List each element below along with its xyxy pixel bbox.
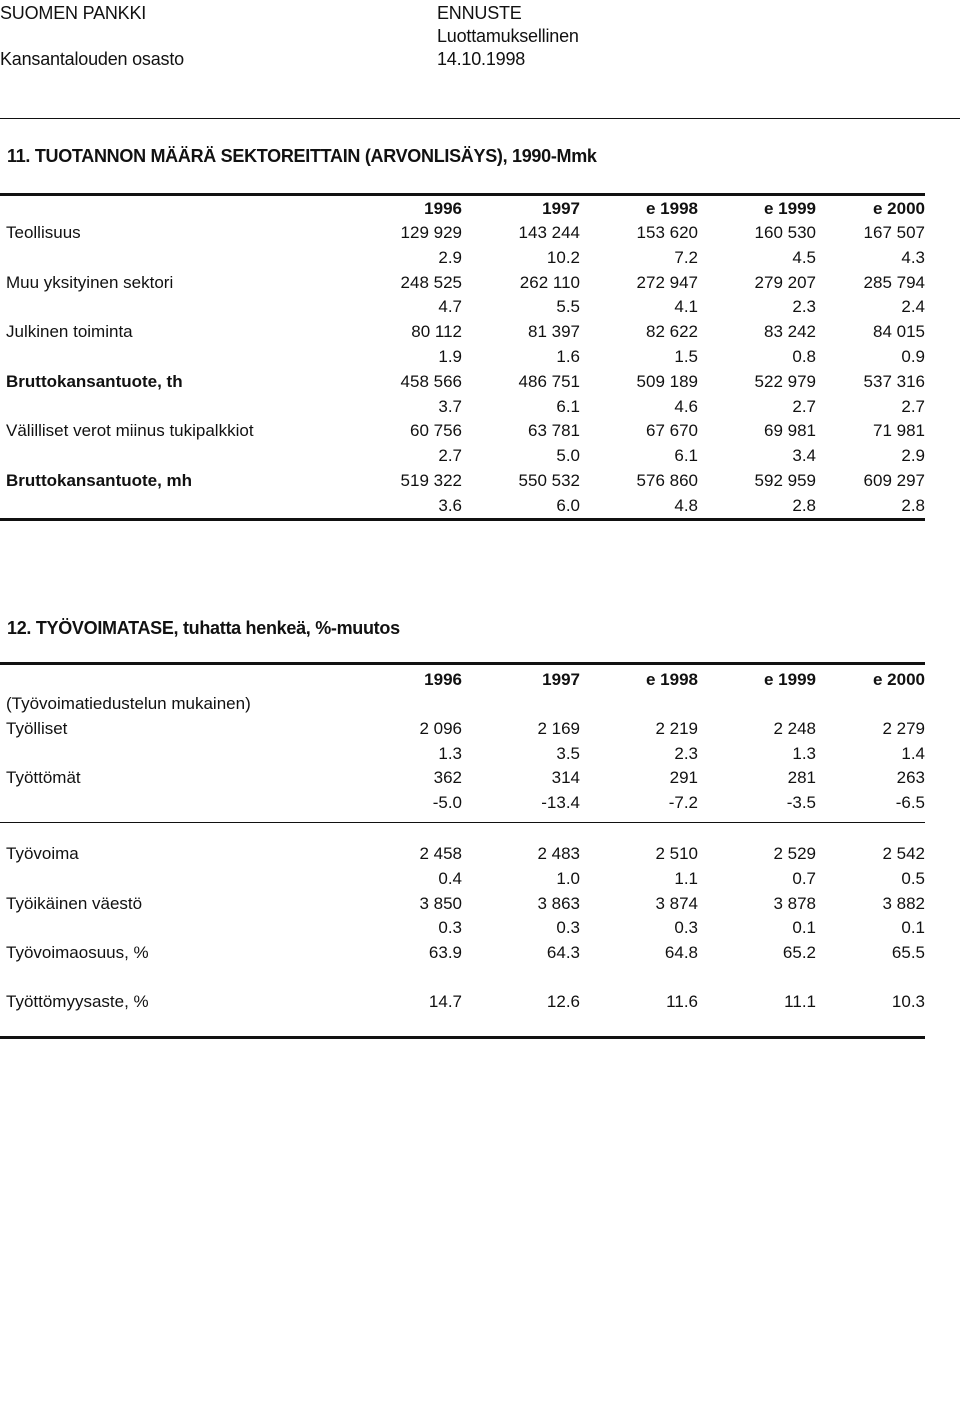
change-cell: 2.9 (438, 247, 462, 267)
row-label: Työikäinen väestö (6, 893, 143, 913)
value-cell: 272 947 (636, 272, 698, 292)
change-label-spacer (0, 916, 300, 941)
change-cell: 0.9 (901, 346, 925, 366)
value-cell: 84 015 (873, 322, 925, 342)
value-cell: 160 530 (754, 223, 816, 242)
change-cell: 4.6 (674, 396, 698, 416)
change-cell: 6.0 (556, 495, 580, 515)
value-cell: 3 863 (537, 893, 580, 913)
value-cell: 522 979 (754, 371, 816, 391)
change-cell: 10.2 (546, 247, 580, 267)
change-cell: 4.5 (792, 247, 816, 267)
change-cell: 4.8 (674, 495, 698, 515)
column-header: e 2000 (873, 670, 925, 689)
value-cell: 167 507 (863, 223, 925, 242)
change-row (0, 345, 925, 370)
table-row (0, 941, 925, 966)
value-cell: 64.8 (664, 943, 698, 963)
table-row (0, 717, 925, 742)
change-cell: -13.4 (541, 793, 580, 813)
row-label: Välilliset verot miinus tukipalkkiot (6, 421, 254, 441)
value-cell: 3 850 (419, 893, 462, 913)
value-cell: 83 242 (764, 322, 816, 342)
change-cell: 3.4 (792, 446, 816, 466)
change-row (0, 867, 925, 892)
value-cell: 285 794 (863, 272, 925, 292)
column-header: 1996 (424, 670, 462, 689)
value-cell: 129 929 (400, 223, 462, 242)
value-cell: 248 525 (400, 272, 462, 292)
change-row (0, 494, 925, 519)
value-cell: 263 (896, 768, 925, 788)
value-cell: 281 (787, 768, 816, 788)
change-row (0, 916, 925, 941)
value-cell: 153 620 (636, 223, 698, 242)
value-cell: 11.6 (666, 991, 698, 1011)
table11-bottom-rule (0, 518, 925, 521)
row-label: Teollisuus (6, 223, 81, 242)
document-date: 14.10.1998 (437, 49, 526, 69)
change-row (0, 395, 925, 420)
table-row (0, 419, 925, 444)
table12-title: 12. TYÖVOIMATASE, tuhatta henkeä, %-muutos (7, 618, 400, 638)
change-row (0, 791, 925, 816)
value-cell: 509 189 (636, 371, 698, 391)
org-name: SUOMEN PANKKI (0, 3, 147, 23)
value-cell: 10.3 (891, 991, 925, 1011)
column-header: 1997 (542, 670, 580, 689)
header-row (0, 196, 925, 221)
change-cell: -7.2 (668, 793, 698, 813)
change-cell: 1.1 (674, 868, 698, 888)
table-row (0, 766, 925, 791)
change-cell: 2.7 (901, 396, 925, 416)
value-cell: 143 244 (518, 223, 580, 242)
change-cell: 6.1 (556, 396, 580, 416)
table-row (0, 990, 925, 1015)
value-cell: 486 751 (518, 371, 580, 391)
value-cell: 2 510 (655, 843, 698, 863)
change-cell: 1.9 (438, 346, 462, 366)
value-cell: 314 (551, 768, 580, 788)
table-row (0, 320, 925, 345)
value-cell: 592 959 (754, 470, 816, 490)
value-cell: 69 981 (764, 421, 816, 441)
change-cell: 0.3 (674, 918, 698, 938)
table-row (0, 469, 925, 494)
header-spacer (0, 667, 300, 692)
change-cell: 0.7 (792, 868, 816, 888)
change-cell: -3.5 (786, 793, 816, 813)
value-cell: 458 566 (400, 371, 462, 391)
header-rule (0, 118, 960, 119)
change-label-spacer (0, 867, 300, 892)
change-cell: 1.3 (438, 743, 462, 763)
change-label-spacer (0, 295, 300, 320)
change-cell: 0.1 (792, 918, 816, 938)
change-cell: 0.5 (901, 868, 925, 888)
value-cell: 60 756 (410, 421, 462, 441)
row-label: Julkinen toiminta (6, 322, 133, 342)
change-cell: 1.6 (556, 346, 580, 366)
value-cell: 80 112 (411, 322, 462, 342)
value-cell: 14.7 (428, 991, 462, 1011)
value-cell: 279 207 (754, 272, 816, 292)
value-cell: 3 882 (882, 893, 925, 913)
table11-title: 11. TUOTANNON MÄÄRÄ SEKTOREITTAIN (ARVONLISÄYS), 1990-Mmk (7, 146, 597, 166)
value-cell: 11.1 (784, 991, 816, 1011)
value-cell: 2 279 (882, 718, 925, 738)
row-label: Työttömät (6, 768, 81, 788)
table12-mid-rule (0, 822, 925, 823)
change-label-spacer (0, 742, 300, 767)
column-header: e 1998 (646, 199, 698, 218)
change-cell: 1.3 (792, 743, 816, 763)
value-cell: 65.5 (891, 943, 925, 963)
spacer-cell (0, 816, 925, 842)
change-cell: 0.8 (792, 346, 816, 366)
row-label: Bruttokansantuote, mh (6, 470, 193, 490)
value-cell: 3 874 (655, 893, 698, 913)
change-cell: 5.0 (556, 446, 580, 466)
header-row (0, 667, 925, 692)
change-cell: 2.3 (792, 297, 816, 317)
value-cell: 2 169 (537, 718, 580, 738)
column-header: e 2000 (873, 199, 925, 218)
change-cell: 0.3 (438, 918, 462, 938)
row-spacer (0, 966, 925, 990)
change-cell: 1.0 (556, 868, 580, 888)
column-header: 1996 (424, 199, 462, 218)
value-cell: 2 542 (882, 843, 925, 863)
change-cell: 1.4 (901, 743, 925, 763)
department-name: Kansantalouden osasto (0, 49, 184, 69)
change-cell: 0.1 (901, 918, 925, 938)
header-spacer (0, 196, 300, 221)
row-label: Muu yksityinen sektori (6, 272, 174, 292)
value-cell: 609 297 (863, 470, 925, 490)
value-cell: 2 483 (537, 843, 580, 863)
change-cell: 4.3 (901, 247, 925, 267)
subheading-row (0, 692, 925, 717)
change-label-spacer (0, 246, 300, 271)
column-header: e 1999 (764, 670, 816, 689)
column-header: e 1999 (764, 199, 816, 218)
change-cell: -5.0 (432, 793, 462, 813)
row-label: Työvoima (6, 843, 79, 863)
value-cell: 67 670 (646, 421, 698, 441)
value-cell: 2 248 (773, 718, 816, 738)
change-cell: 0.3 (556, 918, 580, 938)
value-cell: 65.2 (782, 943, 816, 963)
value-cell: 576 860 (636, 470, 698, 490)
row-label: Bruttokansantuote, th (6, 371, 183, 391)
change-cell: 2.4 (901, 297, 925, 317)
table12-top-rule (0, 662, 925, 665)
value-cell: 519 322 (400, 470, 462, 490)
change-cell: 4.1 (674, 297, 698, 317)
value-cell: 362 (433, 768, 462, 788)
value-cell: 82 622 (646, 322, 698, 342)
table-row (0, 370, 925, 395)
value-cell: 2 529 (773, 843, 816, 863)
change-cell: 3.7 (438, 396, 462, 416)
table12-bottom-rule (0, 1036, 925, 1039)
value-cell: 63.9 (428, 943, 462, 963)
change-cell: 5.5 (556, 297, 580, 317)
change-cell: 2.3 (674, 743, 698, 763)
row-label: Työlliset (6, 718, 68, 738)
row-label: Työttömyysaste, % (6, 991, 149, 1011)
column-header: 1997 (542, 199, 580, 218)
change-row (0, 742, 925, 767)
value-cell: 81 397 (528, 322, 580, 342)
classification: Luottamuksellinen (437, 26, 579, 46)
row-label: Työvoimaosuus, % (6, 943, 149, 963)
table-row (0, 271, 925, 296)
change-cell: 2.7 (438, 446, 462, 466)
table12-subheading: (Työvoimatiedustelun mukainen) (6, 694, 251, 713)
value-cell: 2 219 (655, 718, 698, 738)
value-cell: 537 316 (863, 371, 925, 391)
change-cell: 2.9 (901, 446, 925, 466)
table-row (0, 842, 925, 867)
change-cell: -6.5 (895, 793, 925, 813)
change-label-spacer (0, 395, 300, 420)
table-row (0, 892, 925, 917)
change-row (0, 246, 925, 271)
value-cell: 2 096 (419, 718, 462, 738)
change-label-spacer (0, 494, 300, 519)
value-cell: 12.6 (546, 991, 580, 1011)
change-label-spacer (0, 791, 300, 816)
table11 (0, 196, 925, 519)
change-cell: 2.8 (792, 495, 816, 515)
row-spacer (0, 816, 925, 842)
change-cell: 3.6 (438, 495, 462, 515)
value-cell: 2 458 (419, 843, 462, 863)
change-cell: 2.7 (792, 396, 816, 416)
document-type: ENNUSTE (437, 3, 522, 23)
value-cell: 291 (669, 768, 698, 788)
change-cell: 4.7 (438, 297, 462, 317)
column-header: e 1998 (646, 670, 698, 689)
value-cell: 64.3 (546, 943, 580, 963)
value-cell: 262 110 (519, 272, 580, 292)
value-cell: 3 878 (773, 893, 816, 913)
table-row (0, 221, 925, 246)
change-row (0, 444, 925, 469)
change-cell: 7.2 (674, 247, 698, 267)
change-label-spacer (0, 444, 300, 469)
value-cell: 63 781 (528, 421, 580, 441)
spacer-cell (0, 966, 925, 990)
value-cell: 71 981 (873, 421, 925, 441)
change-row (0, 295, 925, 320)
change-cell: 6.1 (674, 446, 698, 466)
change-cell: 0.4 (438, 868, 462, 888)
change-label-spacer (0, 345, 300, 370)
table12 (0, 667, 925, 1015)
value-cell: 550 532 (518, 470, 580, 490)
change-cell: 3.5 (556, 743, 580, 763)
change-cell: 1.5 (674, 346, 698, 366)
change-cell: 2.8 (901, 495, 925, 515)
